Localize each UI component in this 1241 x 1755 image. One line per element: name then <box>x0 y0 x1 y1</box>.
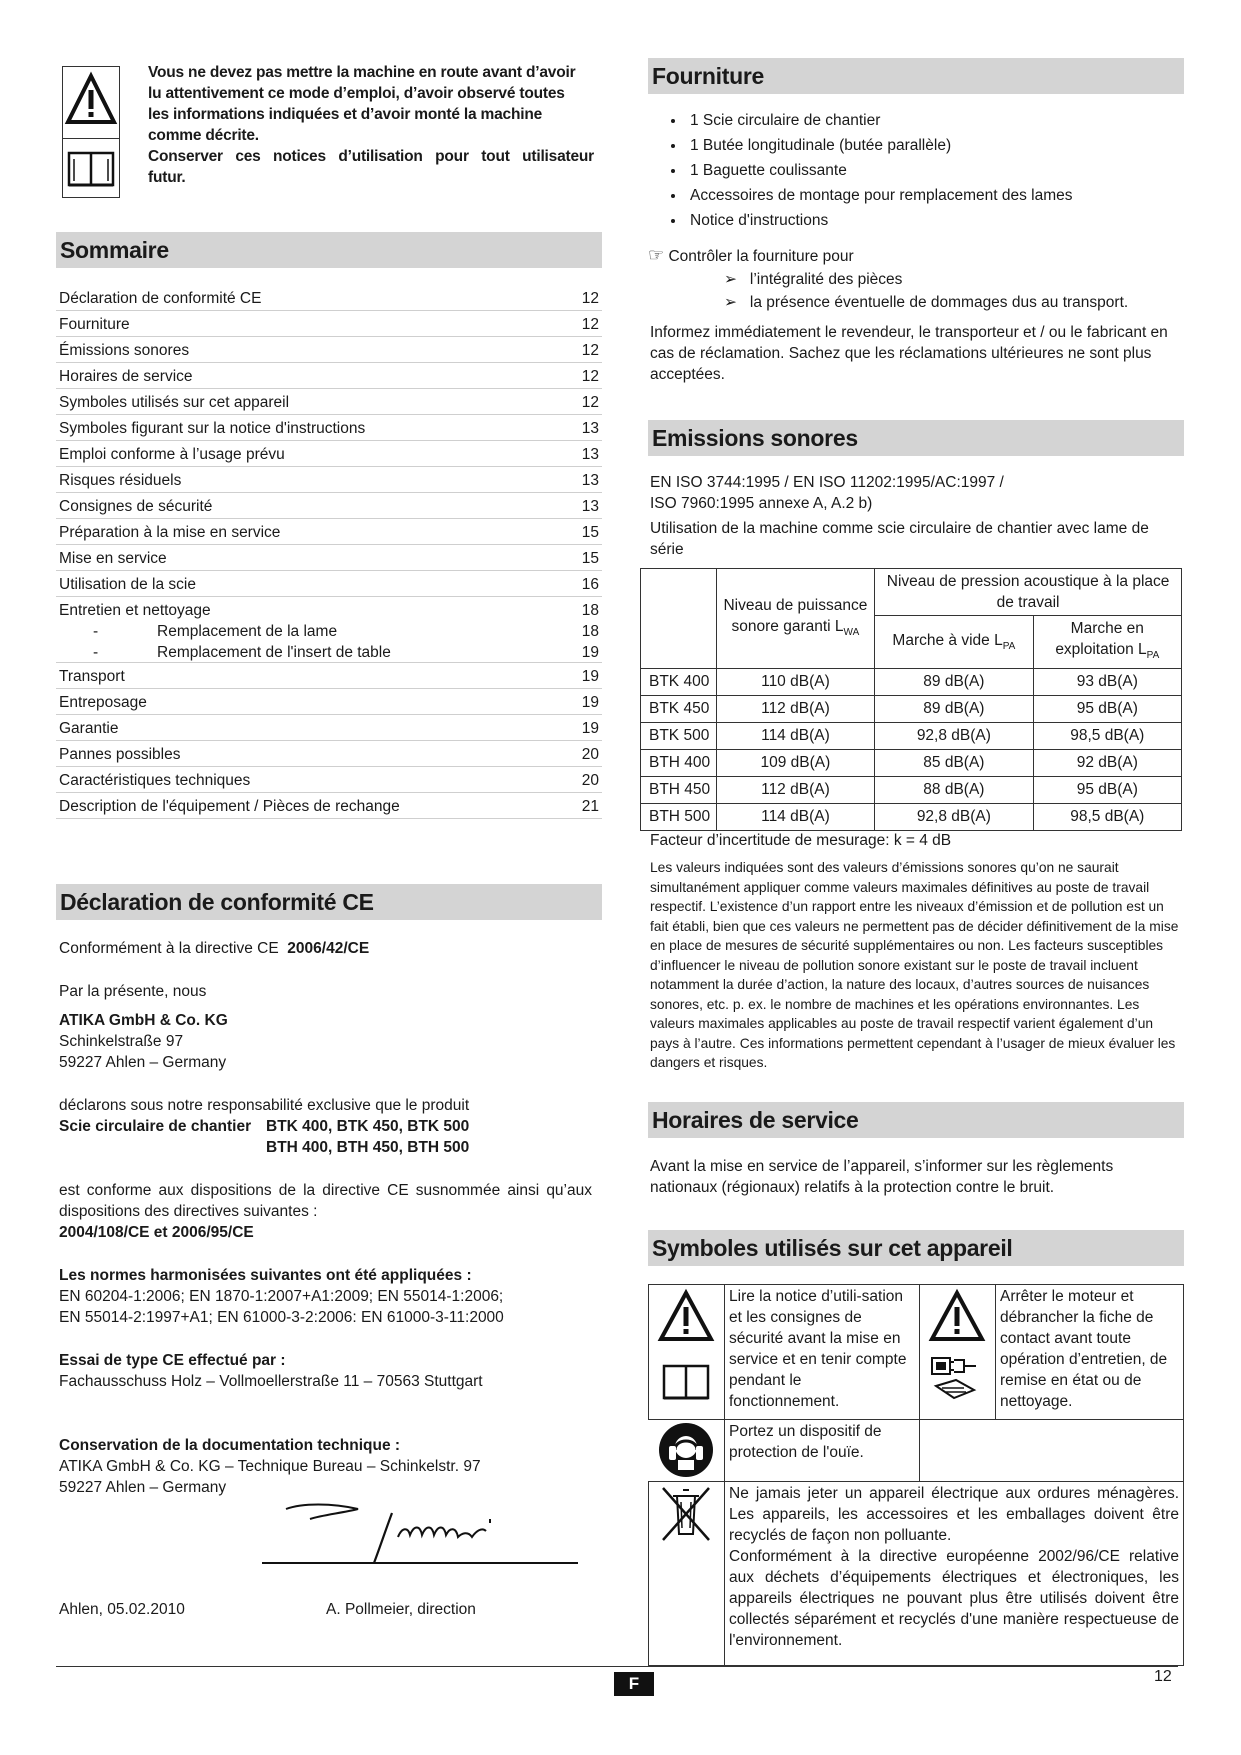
noise-cell-model: BTH 400 <box>641 750 717 777</box>
noise-cell-idle: 85 dB(A) <box>875 750 1033 777</box>
test-title: Essai de type CE effectué par : <box>59 1352 286 1369</box>
toc-heading: Sommaire <box>56 232 602 268</box>
noise-cell-power: 112 dB(A) <box>716 777 874 804</box>
noise-row <box>641 696 1182 723</box>
toc-entry-page: 20 <box>581 772 599 789</box>
warning-triangle-icon <box>920 1285 995 1347</box>
toc-entry-label: Remplacement de la lame <box>157 623 338 640</box>
toc-entry-page: 13 <box>581 446 599 463</box>
fourniture-item: • Notice d'instructions <box>686 208 1206 233</box>
symboles-heading: Symboles utilisés sur cet appareil <box>648 1230 1184 1266</box>
toc-entry <box>56 285 602 311</box>
hearing-protection-icon <box>656 1420 716 1480</box>
directives-list: 2004/108/CE et 2006/95/CE <box>59 1224 254 1241</box>
toc-entry-page: 15 <box>581 550 599 567</box>
standards-line: ISO 7960:1995 annexe A, A.2 b) <box>650 495 873 512</box>
emissions-note: Les valeurs indiquées sont des valeurs d’émissions sonores qu’on ne saurait simultanément appliquer comme valeurs maximales définitives au poste de travail respectif. L’existence d’un rapport entre les niveaux d’émission et de pollution est un fait établi, bien que ces valeurs ne permettent pas de décider définitivement de la mise en place de mesures de sécurité supplémentaires ou non. Les facteurs susceptibles d’influencer le niveau de pollution sonore existant sur le poste de travail incluent notamment la durée d’action, la nature des locaux, d’autres sources de nuisances sonores, etc. p. ex. le nombre de machines et les opérations environnantes. Les valeurs maximales applicables au poste de travail respectif varient également d’un pays à l’autre. Ces informations permettent cependant à l’usager de mieux évaluer les dangers et risques. <box>650 860 1179 1070</box>
toc-entry <box>56 741 602 767</box>
horaires-heading: Horaires de service <box>648 1102 1184 1138</box>
unplug-icon <box>920 1352 995 1414</box>
noise-row <box>641 804 1182 831</box>
toc-entry-label: Mise en service <box>59 550 167 567</box>
declare-text: déclarons sous notre responsabilité exclusive que le produit <box>59 1097 470 1114</box>
noise-cell-power: 112 dB(A) <box>716 696 874 723</box>
toc-list <box>56 285 602 819</box>
fourniture-heading: Fourniture <box>648 58 1184 94</box>
noise-cell-model: BTH 500 <box>641 804 717 831</box>
noise-cell-model: BTK 500 <box>641 723 717 750</box>
toc-entry-label: Fourniture <box>59 316 130 333</box>
toc-entry-label: Entreposage <box>59 694 147 711</box>
company-name: ATIKA GmbH & Co. KG <box>59 1012 228 1029</box>
product-models-2: BTH 400, BTH 450, BTH 500 <box>266 1139 470 1156</box>
toc-entry-page: 19 <box>581 668 599 685</box>
toc-entry-label: Symboles figurant sur la notice d'instructions <box>59 420 366 437</box>
arrow-icon: ➢ <box>724 294 737 311</box>
warning-triangle-icon <box>649 1285 724 1349</box>
noise-row <box>641 777 1182 804</box>
head-pressure: Niveau de pression acoustique à la place de travail <box>875 569 1182 616</box>
usage-text: Utilisation de la machine comme scie circulaire de chantier avec lame de série <box>650 520 1149 558</box>
check-item: l’intégralité des pièces <box>749 271 903 288</box>
noise-row <box>641 723 1182 750</box>
check-text: Contrôler la fourniture pour <box>668 248 854 265</box>
norms-line: EN 60204-1:2006; EN 1870-1:2007+A1:2009; EN 55014-1:2006; <box>59 1288 504 1305</box>
toc-entry-label: Garantie <box>59 720 119 737</box>
noise-cell-power: 110 dB(A) <box>716 669 874 696</box>
noise-cell-model: BTH 450 <box>641 777 717 804</box>
toc-entry-label: Symboles utilisés sur cet appareil <box>59 394 290 411</box>
warning-line: les informations indiquées et d’avoir monté la machine <box>148 106 543 123</box>
disposal-text-2: Conformément à la directive européenne 2002/96/CE relative aux déchets d’équipements électriques et électroniques, les appareils électriques ne pouvant plus être utilisés doivent être collectés séparément et recyclés d'une manière respectueuse de l'environnement. <box>729 1548 1179 1649</box>
fourniture-item: • 1 Baguette coulissante <box>686 158 1206 183</box>
norms-line: EN 55014-2:1997+A1; EN 61000-3-2:2006: EN 61000-3-11:2000 <box>59 1309 504 1326</box>
head-idle: Marche à vide L <box>892 632 1003 649</box>
toc-entry <box>56 441 602 467</box>
toc-entry <box>56 715 602 741</box>
toc-entry <box>56 689 602 715</box>
signer-name: A. Pollmeier, direction <box>326 1601 476 1618</box>
head-work: Marche en exploitation L <box>1055 620 1147 658</box>
noise-cell-idle: 92,8 dB(A) <box>875 723 1033 750</box>
toc-entry-page: 12 <box>581 342 599 359</box>
toc-entry-page: 21 <box>581 798 599 815</box>
warning-block <box>62 62 592 198</box>
toc-entry-label: Risques résiduels <box>59 472 182 489</box>
language-badge: F <box>614 1672 654 1696</box>
noise-cell-work: 95 dB(A) <box>1033 696 1181 723</box>
doc-line: ATIKA GmbH & Co. KG – Technique Bureau – Schinkelstr. 97 <box>59 1458 481 1475</box>
toc-entry-page: 15 <box>581 524 599 541</box>
noise-cell-work: 98,5 dB(A) <box>1033 723 1181 750</box>
toc-entry-label: Transport <box>59 668 125 685</box>
noise-cell-work: 98,5 dB(A) <box>1033 804 1181 831</box>
toc-entry-page: 12 <box>581 316 599 333</box>
doc-line: 59227 Ahlen – Germany <box>59 1479 227 1496</box>
toc-entry-page: 18 <box>581 602 599 619</box>
toc-entry-label: Description de l'équipement / Pièces de rechange <box>59 798 400 815</box>
company-street: Schinkelstraße 97 <box>59 1033 184 1050</box>
toc-entry <box>56 767 602 793</box>
toc-entry-page: 19 <box>581 694 599 711</box>
check-block <box>648 244 1178 314</box>
toc-entry <box>56 545 602 571</box>
page-number: 12 <box>1154 1668 1172 1685</box>
noise-row <box>641 750 1182 777</box>
toc-entry-label: Remplacement de l'insert de table <box>157 644 391 661</box>
noise-row <box>641 669 1182 696</box>
hearing-text: Portez un dispositif de protection de l'ouïe. <box>725 1420 920 1482</box>
manual-book-icon <box>63 139 119 201</box>
toc-entry <box>56 620 602 641</box>
disposal-text-1: Ne jamais jeter un appareil électrique aux ordures ménagères. Les appareils, les accessoires et les emballages doivent être recyclés de façon non polluante. <box>729 1485 1179 1544</box>
toc-entry <box>56 389 602 415</box>
warning-triangle-icon <box>63 67 119 133</box>
norms-title: Les normes harmonisées suivantes ont été appliquées : <box>59 1267 472 1284</box>
toc-entry-page: 12 <box>581 368 599 385</box>
toc-entry-page: 20 <box>581 746 599 763</box>
doc-title: Conservation de la documentation technique : <box>59 1437 401 1454</box>
declaration-heading: Déclaration de conformité CE <box>56 884 602 920</box>
toc-entry <box>56 663 602 689</box>
arrow-icon: ➢ <box>724 271 737 288</box>
symbols-table <box>648 1284 1184 1666</box>
toc-entry <box>56 571 602 597</box>
standards-line: EN ISO 3744:1995 / EN ISO 11202:1995/AC:1997 / <box>650 474 1004 491</box>
toc-entry-label: Émissions sonores <box>59 342 190 359</box>
emissions-heading: Emissions sonores <box>648 420 1184 456</box>
toc-entry-label: Emploi conforme à l’usage prévu <box>59 446 285 463</box>
fourniture-item: • 1 Scie circulaire de chantier <box>686 108 1206 133</box>
toc-entry <box>56 467 602 493</box>
noise-cell-power: 109 dB(A) <box>716 750 874 777</box>
read-manual-text: Lire la notice d’utili-sation et les consignes de sécurité avant la mise en service et en tenir compte pendant le fonctionnement. <box>725 1285 920 1420</box>
footer-rule <box>56 1666 1178 1667</box>
toc-entry-label: Pannes possibles <box>59 746 181 763</box>
toc-entry-page: 13 <box>581 420 599 437</box>
toc-entry-label: Utilisation de la scie <box>59 576 196 593</box>
toc-dash: - <box>93 623 99 640</box>
directive-prefix: Conformément à la directive CE <box>59 940 279 957</box>
place-date: Ahlen, 05.02.2010 <box>59 1601 185 1618</box>
warning-line: Conserver ces notices d’utilisation pour tout utilisateur <box>148 148 594 165</box>
declaration-body <box>59 938 592 1498</box>
warning-line: comme décrite. <box>148 127 259 144</box>
noise-cell-power: 114 dB(A) <box>716 723 874 750</box>
fourniture-item: • 1 Butée longitudinale (butée parallèle) <box>686 133 1206 158</box>
declaration-intro: Par la présente, nous <box>59 983 207 1000</box>
check-item: la présence éventuelle de dommages dus au transport. <box>749 294 1129 311</box>
toc-entry-label: Déclaration de conformité CE <box>59 290 262 307</box>
noise-cell-idle: 92,8 dB(A) <box>875 804 1033 831</box>
noise-cell-idle: 89 dB(A) <box>875 669 1033 696</box>
fourniture-list <box>648 108 1206 233</box>
warning-line: lu attentivement ce mode d’emploi, d’avoir observé toutes <box>148 85 565 102</box>
crossed-bin-icon <box>649 1482 724 1548</box>
toc-entry <box>56 311 602 337</box>
toc-entry <box>56 793 602 819</box>
toc-entry <box>56 493 602 519</box>
warning-icon-box <box>62 66 120 198</box>
emissions-intro <box>650 472 1180 560</box>
toc-entry-page: 19 <box>581 644 599 661</box>
head-work-sub: PA <box>1146 650 1160 662</box>
toc-entry-label: Caractéristiques techniques <box>59 772 251 789</box>
head-idle-sub: PA <box>1002 641 1016 653</box>
pointing-hand-icon: ☞ <box>648 245 665 265</box>
conform-text: est conforme aux dispositions de la directive CE susnommée ainsi qu’aux dispositions des directives suivantes : <box>59 1182 592 1220</box>
warning-line: Vous ne devez pas mettre la machine en route avant d’avoir <box>148 64 576 81</box>
company-city: 59227 Ahlen – Germany <box>59 1054 227 1071</box>
noise-cell-power: 114 dB(A) <box>716 804 874 831</box>
test-body: Fachausschuss Holz – Vollmoellerstraße 11 – 70563 Stuttgart <box>59 1373 483 1390</box>
toc-entry-page: 12 <box>581 290 599 307</box>
toc-entry <box>56 597 602 620</box>
fourniture-item: • Accessoires de montage pour remplacement des lames <box>686 183 1206 208</box>
product-label: Scie circulaire de chantier <box>59 1118 252 1135</box>
toc-entry-label: Consignes de sécurité <box>59 498 213 515</box>
noise-cell-model: BTK 450 <box>641 696 717 723</box>
uncertainty-text: Facteur d’incertitude de mesurage: k = 4 dB <box>650 832 952 849</box>
toc-entry-page: 13 <box>581 498 599 515</box>
stop-motor-text: Arrêter le moteur et débrancher la fiche de contact avant toute opération d’entretien, de remise en état ou de nettoyage. <box>996 1285 1184 1420</box>
horaires-body: Avant la mise en service de l’appareil, s’informer sur les règlements nationaux (régionaux) relatifs à la protection contre le bruit. <box>650 1158 1114 1196</box>
signature <box>262 1497 582 1577</box>
toc-entry <box>56 363 602 389</box>
noise-cell-work: 92 dB(A) <box>1033 750 1181 777</box>
toc-entry-page: 19 <box>581 720 599 737</box>
toc-entry-label: Horaires de service <box>59 368 193 385</box>
noise-cell-work: 95 dB(A) <box>1033 777 1181 804</box>
toc-entry-page: 13 <box>581 472 599 489</box>
toc-entry <box>56 519 602 545</box>
toc-entry-page: 16 <box>581 576 599 593</box>
toc-entry-label: Entretien et nettoyage <box>59 602 211 619</box>
toc-entry <box>56 337 602 363</box>
head-power: Niveau de puissance sonore garanti L <box>723 596 868 635</box>
product-models-1: BTK 400, BTK 450, BTK 500 <box>266 1118 470 1135</box>
noise-cell-work: 93 dB(A) <box>1033 669 1181 696</box>
noise-cell-idle: 89 dB(A) <box>875 696 1033 723</box>
toc-entry-label: Préparation à la mise en service <box>59 524 281 541</box>
head-power-sub: WA <box>843 626 860 638</box>
toc-dash: - <box>93 644 99 661</box>
warning-line: futur. <box>148 169 186 186</box>
toc-entry <box>56 415 602 441</box>
inform-text: Informez immédiatement le revendeur, le transporteur et / ou le fabricant en cas de réclamation. Sachez que les réclamations ultérieures ne sont plus acceptées. <box>650 324 1168 383</box>
directive-code: 2006/42/CE <box>287 940 370 957</box>
manual-book-icon <box>649 1354 724 1414</box>
noise-table <box>640 568 1182 831</box>
toc-entry-page: 12 <box>581 394 599 411</box>
toc-entry <box>56 641 602 663</box>
noise-cell-model: BTK 400 <box>641 669 717 696</box>
noise-cell-idle: 88 dB(A) <box>875 777 1033 804</box>
toc-entry-page: 18 <box>581 623 599 640</box>
